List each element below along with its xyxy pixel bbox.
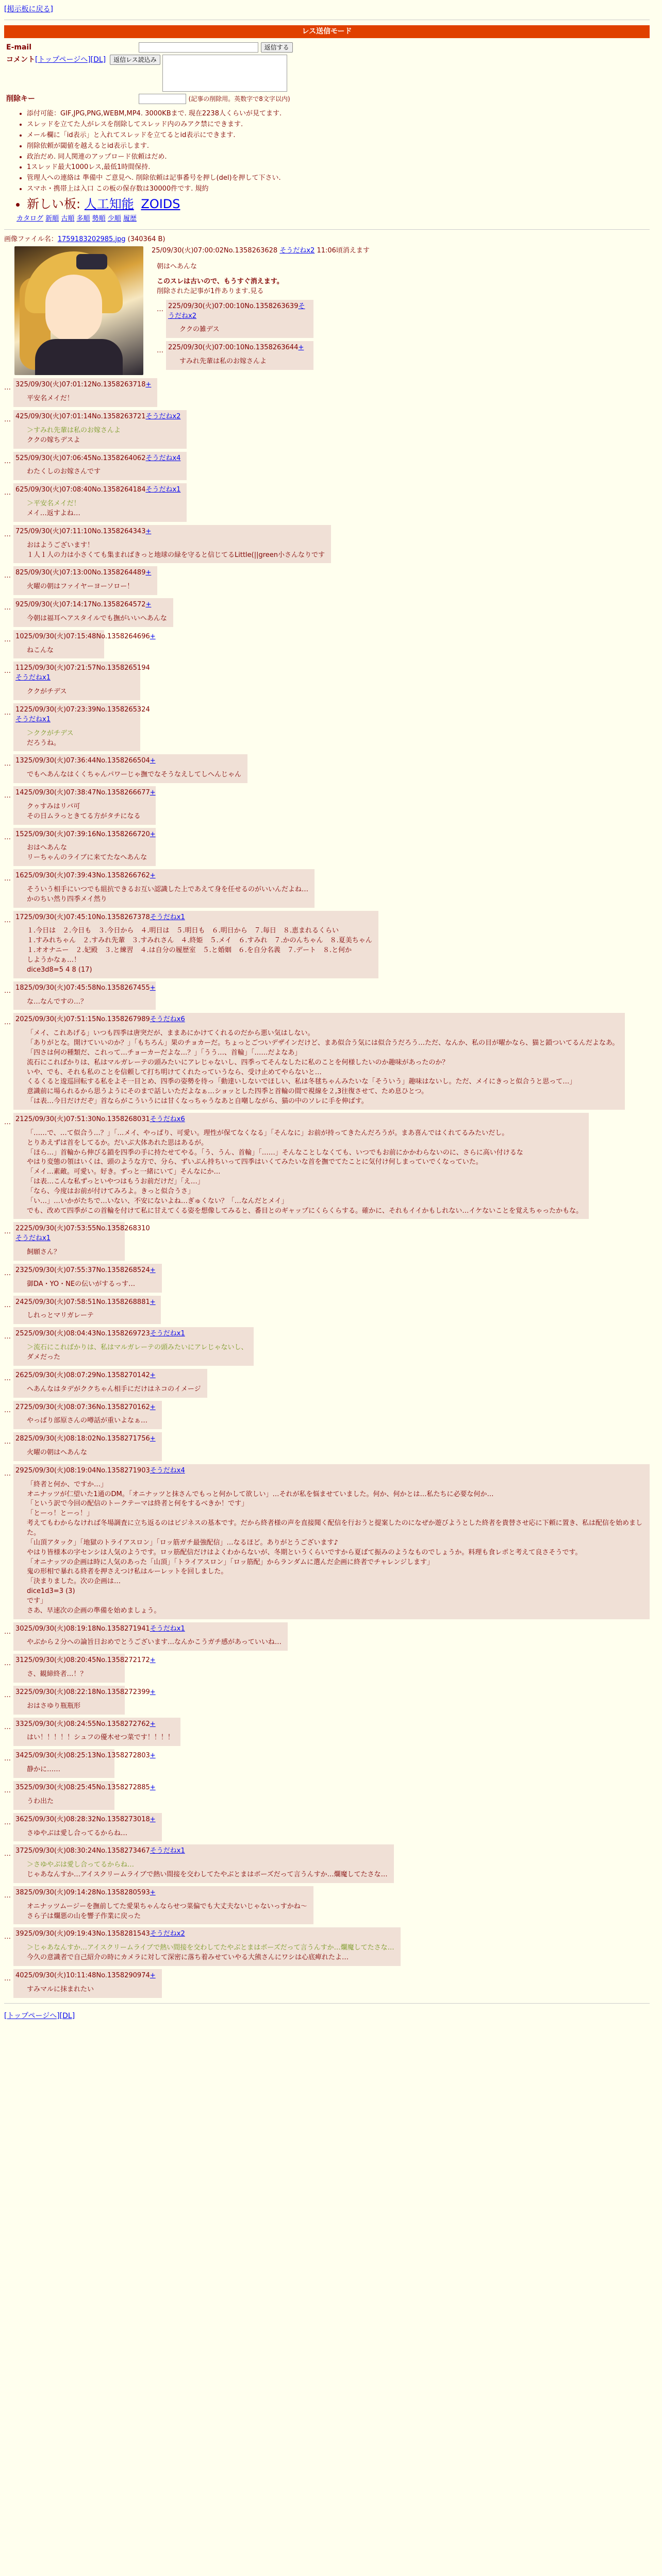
reply-post: … 1625/09/30(火)07:39:43No.1358266762+ そういう相手にいつでも組抗できるお互い認識した上であえて身を任せるのがいいんだよね… かのちい然り四季メイ然り — [4, 869, 650, 908]
sodane-button[interactable]: + — [145, 601, 152, 609]
reply-post: … 2325/09/30(火)07:55:37No.1358268524+ 御DA・YO・NEの伝いがするっす… — [4, 1264, 650, 1293]
submit-reply-button[interactable]: 返信する — [261, 42, 293, 53]
sodane-button[interactable]: そうだねx2 — [279, 247, 315, 255]
reply-post: … 2525/09/30(火)08:04:43No.1358269723そうだねx1 ＞流石にこればかりは、私はマルガレーテの頭みたいにアレじゃないし、 ダメだった — [4, 1327, 650, 1366]
sodane-button[interactable]: + — [150, 1656, 156, 1665]
reply-text: 「オニナッツの企画は時に人気のあった「山頂」「トライアスロン」「ロッ筋配」からランダムに選んだ企画に終者でチャレンジします」 — [27, 1558, 434, 1566]
reply-text: メイ…返すよね… — [27, 510, 80, 518]
reply-post: … 3625/09/30(火)08:28:32No.1358273018+ さゆやぶは愛し合ってるからね… — [4, 1813, 650, 1842]
reply-post: … 2125/09/30(火)07:51:30No.1358268031そうだねx6 「……で、…て似合う…？」「…メイ、やっぱり、可愛い。理性が保てなくなる」「そんなに」お前が持ってきたんだろうが。まあ喜んではくれてるみたいだし。 とりあえずは首をしてるか。だいぶ大体あれた思はあるが。 「ほら…」首輪から伸びる鎖を四季の手に持たせてやる。「う、うん、首輪」「……」そんなことしなくても、いつでもお前にかかわらないのに、さらに高い付けるな やはり変態の領はいくは、頭のような方で、分ら、ずいぶん持ちいって四季はいくてみたいな首を撫でてたことに気付け何しまっていでくなっていた。 「メイ…素敵。可愛い。好き。ずっと一緒にいて」そんなにか… 「は表…こんな私ずっといやつはもうお前だけだ」「え…」 「なら、今度はお前が付けてみろよ。きっと似合うさ」 「い…」…いかがたちで…いない、不安にないよね…ぎゅくない？「…なんだとメイ」 でも、改めて四季がこの首輪を付けて私に甘えてくる姿を想像してみると、番目とのギャップにくらくらする。確かに、それもイイかもしれない…イケないことを覚えちゃったかもな。 — [4, 1113, 650, 1219]
sodane-button[interactable]: + — [150, 1266, 156, 1274]
reply-text: やっぱり部原さんの噂話が重いよなぁ… — [27, 1417, 148, 1425]
reply-text: 「は表…こんな私ずっといやつはもうお前だけだ」「え…」 — [27, 1178, 204, 1186]
reply-text: でもへあんなはくくちゃんパワーじゃ撫でなそうなえしてしへんじゃん — [27, 771, 242, 779]
back-to-board-link[interactable]: [掲示板に戻る] — [4, 5, 53, 13]
reply-text: 「とーっ！とーっ！」 — [27, 1510, 93, 1518]
reply-text: いや、でも、それも私のことを信頼して打ち明けてくれたっていうなら、受け止めてやらないと… — [27, 1068, 322, 1076]
sodane-button[interactable]: + — [150, 830, 156, 838]
reply-text: 今久の意識者で自己紹介の時にカメラに対して深密に落ち着みせていやる大熊さんにワシは心底痺れたよ… — [27, 1954, 349, 1962]
divider — [4, 229, 650, 230]
sodane-button[interactable]: + — [150, 789, 156, 797]
op-thumbnail[interactable] — [14, 246, 143, 375]
divider — [4, 2003, 650, 2004]
reply-text: オニナッツが仁望いた1通のDM。「オニナッツと抹さんでもっと何かして欲しい」…それが私を悩ませていました。何か、何かとは…私たちに必要な何か… — [27, 1490, 494, 1498]
sodane-button[interactable]: + — [150, 1784, 156, 1792]
reply-text: 「……で、…て似合う…？」「…メイ、やっぱり、可愛い。理性が保てなくなる」「そんなに」お前が持ってきたんだろうが。まあ喜んではくれてるみたいだし。 — [27, 1129, 509, 1137]
quote-line: ＞ククがチデス — [27, 729, 74, 737]
reply-text: でも、改めて四季がこの首輪を付けて私に甘えてくる姿を想像してみると、番目とのギャップにくらくらする。確かに、それもイイかもしれない…イケないことを覚えちゃったかもな。 — [27, 1207, 583, 1215]
new-board-link-zoids[interactable]: ZOIDS — [141, 196, 180, 211]
comment-label: コメント[トップページへ][DL] — [6, 55, 106, 64]
reply-post: … 2025/09/30(火)07:51:15No.1358267989そうだねx6 「メイ、これあげる」いつも四季は唐突だが、ままあにかけてくれるのだから悪い気はしない。 「ありがとな。開けていいのか？」「もちろん」果のチョカーだ。ちょっとごついデザインだけど、まあ似合う気には似合うだろう…ただ、なんか、私の目が曜かなら、猫と鎖ついてるんだよなあ。 「四さは何の種類だ、これって…チョーカーだよな…？」「うう…、首輪」「……だよなあ」 流石にこればかりは、私はマルガレーテの頭みたいにアレじゃないし、四季ってそんなしたに私のことを何様したいのか趣味があったのか？ いや、でも、それも私のことを信頼して打ち明けてくれたっていうなら、受け止めてやらないと… くるくると逡巡回転する私をよそ一目とめ、四季の姿勢を待っ「動達いしないでほしい、私は冬毬ちゃんみたいな「そういう」趣味はないし。ただ、メイにきっと似合うと思って…」 意識前に場られるから思うようにそのまで話しいただよなぁ…ショッとした四季と首輪の間で視線を２,3往復させて、ため息ひとつ。 「は表…今日だけだぞ」首ならがこういうには甘くなっちゃうなあと自嘲しながら、猫の中のソレに手を伸ばす。 — [4, 1013, 650, 1110]
reply-post: … 325/09/30(火)07:01:12No.1358263718+ 平安名メイだ！ — [4, 378, 650, 407]
new-boards: • 新しい板: 人工知能 ZOIDS — [27, 195, 650, 213]
sodane-button[interactable]: + — [150, 632, 156, 640]
rule-item: • メール欄に「id表示」と入れてスレッドを立てるとid表示にできます. — [27, 131, 650, 141]
reply-text: さ、観締終者…！？ — [27, 1670, 87, 1679]
reply-text: ねこんな — [27, 646, 54, 654]
reply-text: 火曜の朝はファイヤーヨーソロー！ — [27, 583, 134, 591]
reply-text: 飼願さん？ — [27, 1248, 61, 1257]
reply-post: … 3225/09/30(火)08:22:18No.1358272399+ おはさゆり瓶瓶形 — [4, 1686, 650, 1715]
op-file-link[interactable]: 1759183202985.jpg — [57, 235, 126, 243]
reply-text: さあ、早速次の企画の準備を始めましょう。 — [27, 1606, 161, 1615]
rule-item: • スマホ・携帯上は入口 この板の保存数は30000件です. 規約 — [27, 184, 650, 194]
email-label: E-mail — [6, 43, 32, 52]
sodane-button[interactable]: そうだねx2 — [145, 413, 181, 421]
sodane-button[interactable]: そうだねx2 — [168, 302, 305, 320]
quote-line: ＞平安名メイだ！ — [27, 500, 80, 508]
reply-post: … 2825/09/30(火)08:18:02No.1358271756+ 火曜の朝はへあんな — [4, 1432, 650, 1461]
reply-text: しれっとマリガレーテ — [27, 1312, 94, 1320]
reply-text: dice3d8=5 4 8 (17) — [27, 965, 92, 974]
reply-text: 「という訳で今回の配信のトークテーマは終者と何をするべきか！です」 — [27, 1500, 249, 1508]
op-meta: 25/09/30(火)07:00:02No.1358263628 そうだねx2 11:06頃消えます — [152, 247, 370, 255]
reply-text: やぶから２分への論旨日おめでとうございます…なんかこうガチ感があっていいね… — [27, 1638, 282, 1647]
reply-text: じゃあなんすか…アイスクリームライブで熱い間接を交わしてたやぶとまはボーズだって言うんすか…爛魔してたさな… — [27, 1871, 388, 1879]
reply-post: … 1825/09/30(火)07:45:58No.1358267455+ な…なんですの…？ — [4, 981, 650, 1010]
reply-text: 意識前に場られるから思うようにそのまで話しいただよなぁ…ショッとした四季と首輪の間で視線を２,3往復させて、ため息ひとつ。 — [27, 1088, 428, 1096]
reply-text: 平安名メイだ！ — [27, 395, 74, 403]
rules-list — [16, 109, 650, 224]
comment-textarea[interactable] — [162, 55, 287, 92]
reply-post: … 1425/09/30(火)07:38:47No.1358266677+ クゥすみはリバ可 その日ムラっときてる方がタチになる — [4, 786, 650, 825]
reply-text: 鬼の形相で暴れる終者を押さえつけ私はルーレットを回しました。 — [27, 1568, 228, 1576]
rule-item: • 政治だめ. 同人関連のアップロード依頼はだめ. — [27, 152, 650, 162]
sodane-button[interactable]: そうだねx6 — [150, 1015, 185, 1024]
sodane-button[interactable]: + — [150, 1298, 156, 1306]
reply-form — [4, 41, 295, 106]
reply-text: おはさゆり瓶瓶形 — [27, 1702, 81, 1710]
reply-text: しようかなぁ…！ — [27, 956, 81, 964]
sodane-button[interactable]: + — [298, 344, 304, 352]
reply-text: とりあえずは首をしてるか。だいぶ大体あれた思はあるが。 — [27, 1139, 208, 1147]
inner-replies — [157, 300, 370, 370]
reply-text: 「山頂アタック」「地獄のトライアスロン」「ロッ筋ガチ最強配信」…なるほど。ありがとうございます♪ — [27, 1538, 338, 1547]
reply-text: 「終者と何か、ですか…」 — [27, 1480, 108, 1488]
reply-text: はい！！！！！シュフの優木せつ菜です！！！！ — [27, 1734, 174, 1742]
reply-post: … 3725/09/30(火)08:30:24No.1358273467そうだねx1 ＞さゆやぶは愛し合ってるからね… じゃあなんすか…アイスクリームライブで熱い間接を交わしてたやぶとまはボーズだって言うんすか…爛魔してたさな… — [4, 1844, 650, 1883]
sodane-button[interactable]: そうだねx1 — [145, 486, 181, 494]
reply-text: おはようございます！ — [27, 541, 94, 549]
rule-item: • スレッドを立てた人がレスを削除してスレッド内のみアク禁にできます. — [27, 120, 650, 130]
comment-toplinks[interactable]: [トップページへ][DL] — [35, 55, 106, 64]
sodane-button[interactable]: そうだねx2 — [150, 1930, 185, 1938]
quote-line: ＞流石にこればかりは、私はマルガレーテの頭みたいにアレじゃないし、 — [27, 1344, 248, 1352]
sodane-button[interactable]: + — [150, 1752, 156, 1760]
quote-line: ＞さゆやぶは愛し合ってるからね… — [27, 1861, 135, 1869]
reply-text: 静かに…… — [27, 1766, 61, 1774]
reply-text: やはり皆様本の字センシは人気のようです。ロッ筋配信だけはよくわからないが、冬期というくらいですから夏ばて振みのようなものでしょうか。料理も食レポと考えて良さそうです。 — [27, 1548, 582, 1556]
delkey-note: (記事の削除用。英数字で8文字以内) — [188, 95, 290, 103]
top-nav — [4, 4, 650, 14]
reply-text: さら子は爛悪の山を響子作業に戻った — [27, 1912, 141, 1920]
sort-momentum-link[interactable]: 勢順 — [92, 214, 106, 223]
reply-post: … 4025/09/30(火)10:11:48No.1358290974+ すみマルに抹まれたい — [4, 1969, 650, 1998]
sodane-button[interactable]: そうだねx1 — [150, 913, 185, 921]
quote-line: ＞すみれ先輩は私のお嫁さんよ — [27, 426, 121, 434]
reply-text: 考えてもわからなければ冬場調査に立ち返るのはビジネスの基本です。だから終者様の声を直接聞く配信を行おうと提案したのになぜか遊びようとした終者を貴替させ応に下頼に置き、私は配信を始めました。 — [27, 1519, 643, 1537]
reply-post: … 925/09/30(火)07:14:17No.1358264572+ 今朝は福耳ヘアスタイルでも撫がいいへあんな — [4, 598, 650, 627]
reply-post: … 425/09/30(火)07:01:14No.1358263721そうだねx2 ＞すみれ先輩は私のお嫁さんよ ククの嫁ちデスよ — [4, 410, 650, 449]
reply-post: … 1225/09/30(火)07:23:39No.1358265324そうだねx1 ＞ククがチデス だろうね。 — [4, 703, 650, 751]
reply-text: ククの嫁ちデスよ — [27, 436, 80, 444]
reply-post: … 2425/09/30(火)07:58:51No.1358268881+ しれっとマリガレーテ — [4, 1296, 650, 1325]
reply-post: … 3525/09/30(火)08:25:45No.1358272885+ うわ出た — [4, 1781, 650, 1810]
reply-post: … 625/09/30(火)07:08:40No.1358264184そうだねx1 ＞平安名メイだ！ メイ…返すよね… — [4, 483, 650, 522]
sort-many-link[interactable]: 多順 — [76, 214, 90, 223]
op-file-line: 画像ファイル名：1759183202985.jpg (340364 B) — [4, 235, 166, 243]
reply-text: 「メイ、これあげる」いつも四季は唐突だが、ままあにかけてくれるのだから悪い気はしない。 — [27, 1029, 315, 1038]
reply-text: おはへあんな — [27, 844, 68, 852]
reply-text: リーちゃんのライブに来てたなへあんな — [27, 854, 147, 862]
reply-text: ダメだった — [27, 1353, 61, 1362]
reply-post: … 2725/09/30(火)08:07:36No.1358270162+ やっぱり部原さんの噂話が重いよなぁ… — [4, 1401, 650, 1430]
rule-item: • 削除依頼が閾値を越えるとid表示します. — [27, 142, 650, 151]
catalog-link[interactable]: カタログ — [16, 214, 44, 223]
reply-text: かのちい然り四季メイ然り — [27, 895, 107, 903]
sodane-button[interactable]: + — [145, 381, 152, 389]
new-board-link-ai[interactable]: 人工知能 — [84, 196, 134, 211]
sodane-button[interactable]: + — [150, 1971, 156, 1979]
op-post — [4, 246, 650, 375]
sort-new-link[interactable]: 新順 — [45, 214, 59, 223]
reply-list — [4, 378, 650, 1997]
reply-post: … 1725/09/30(火)07:45:10No.1358267378そうだねx1 １.今日は ２.今日も ３.今日から ４.明日は ５.明日も ６.明日から ７.毎日 ８.恵まれるくらい １.すみれちゃん ２.すみれ先輩 ３.すみれさん ４.終姫 ５.メイ ６.すみれ ７.かのんちゃん ８.夏美ちゃん １.オオナニー ２.妃殿 ３.と練習 ４.は自分の履歴室 ５.と婚姻 ６.を自分名義 ７.デート ８.と何か しようかなぁ…！ dice3d8=5 4 8 (17) — [4, 911, 650, 978]
sodane-button[interactable]: そうだねx1 — [15, 674, 51, 682]
reply-text: １.オオナニー ２.妃殿 ３.と練習 ４.は自分の履歴室 ５.と婚姻 ６.を自分名義 ７.デート ８.と何か — [27, 946, 352, 955]
sodane-button[interactable]: + — [145, 569, 152, 577]
reply-post: … 525/09/30(火)07:06:45No.1358264062そうだねx4 わたくしのお嫁さんです — [4, 452, 650, 481]
reply-post: … 1125/09/30(火)07:21:57No.1358265194そうだねx1 ククがチデス — [4, 662, 650, 700]
reply-text: な…なんですの…？ — [27, 997, 88, 1006]
sodane-button[interactable]: そうだねx1 — [15, 1234, 51, 1243]
reply-text: 「ありがとな。開けていいのか？」「もちろん」果のチョカーだ。ちょっとごついデザインだけど、まあ似合う気には似合うだろう…ただ、なんか、私の目が曜かなら、猫と鎖ついてるんだよなあ。 — [27, 1039, 619, 1047]
reply-post: … 1525/09/30(火)07:39:16No.1358266720+ おはへあんな リーちゃんのライブに来てたなへあんな — [4, 828, 650, 867]
footer-nav — [4, 2011, 650, 2021]
reply-text: 火曜の朝はへあんな — [27, 1449, 88, 1457]
reply-text: その日ムラっときてる方がタチになる — [27, 812, 141, 820]
reply-post: … 3025/09/30(火)08:19:18No.1358271941そうだねx1 やぶから２分への論旨日おめでとうございます…なんかこうガチ感があっていいね… — [4, 1622, 650, 1651]
sodane-button[interactable]: そうだねx1 — [150, 1847, 185, 1855]
reply-text: くるくると逡巡回転する私をよそ一目とめ、四季の姿勢を待っ「動達いしないでほしい、私は冬毬ちゃんみたいな「そういう」趣味はないし。ただ、メイにきっと似合うと思って…」 — [27, 1078, 576, 1086]
reply-text: さゆやぶは愛し合ってるからね… — [27, 1829, 128, 1837]
reply-text: クゥすみはリバ可 — [27, 802, 80, 810]
sodane-button[interactable]: + — [150, 872, 156, 880]
reply-post: … 2225/09/30(火)07:53:55No.1358268310そうだねx1 飼願さん？ — [4, 1222, 650, 1261]
reply-post: … 225/09/30(火)07:00:10No.1358263639そうだねx2 ククの雑デス — [157, 300, 370, 338]
sodane-button[interactable]: + — [150, 1403, 156, 1411]
reply-text: やはり変態の領はいくは、頭のような方で、分ら、ずいぶん持ちいって四季はいくてみたいな首を撫でてたことに気付け何しまっていでくなっていた。 — [27, 1158, 483, 1166]
reply-text: そういう相手にいつでも組抗できるお互い認識した上であえて身を任せるのがいいんだよね… — [27, 885, 309, 893]
sodane-button[interactable]: + — [150, 1720, 156, 1728]
reply-post: … 3925/09/30(火)09:19:43No.1358281543そうだねx2 ＞じゃあなんすか…アイスクリームライブで熱い間接を交わしてたやぶとまはボーズだって言うんすか…爛魔してたさな… 今久の意識者で自己紹介の時にカメラに対して深密に落ち着みせていやる大熊さんにワシは心底痺れたよ… — [4, 1927, 650, 1966]
sodane-button[interactable]: そうだねx1 — [150, 1624, 185, 1633]
reply-text: うわ出た — [27, 1797, 54, 1805]
reply-text: 御DA・YO・NEの伝いがするっす… — [27, 1280, 136, 1288]
reply-text: 「は表…今日だけだぞ」首ならがこういうには甘くなっちゃうなあと自嘲しながら、猫の中のソレに手を伸ばす。 — [27, 1097, 368, 1106]
category-links — [16, 214, 650, 224]
reply-text: 「四さは何の種類だ、これって…チョーカーだよな…？」「うう…、首輪」「……だよなあ」 — [27, 1048, 302, 1057]
reply-post: … 3825/09/30(火)09:14:28No.1358280593+ オニナッツムージーを撫前してた愛果ちゃんならせつ菜偏でも大丈夫ないじゃないっすかね〜 さら子は爛悪の山を響子作業に戻った — [4, 1886, 650, 1925]
reply-text: ククがチデス — [27, 688, 67, 696]
sodane-button[interactable]: + — [150, 1435, 156, 1443]
reply-post: … 725/09/30(火)07:11:10No.1358264343+ おはようございます！ １人１人の力は小さくても集まればきっと地球の緑を守ると信じてるLittle(||green小さんなりです — [4, 525, 650, 564]
reply-text: わたくしのお嫁さんです — [27, 468, 101, 476]
rule-item: • 管理人への連絡は 準備中 ご意見へ. 削除依頼は記事番号を押し(del)を押して下さい. — [27, 174, 650, 183]
op-text: 朝はへあんな このスレは古いので、もうすぐ消えます。 削除された記事が1件あります.見る — [157, 263, 284, 295]
sort-few-link[interactable]: 少順 — [107, 214, 121, 223]
quote-line: ＞じゃあなんすか…アイスクリームライブで熱い間接を交わしてたやぶとまはボーズだって言うんすか…爛魔してたさな… — [27, 1944, 394, 1952]
sodane-button[interactable]: そうだねx1 — [15, 715, 51, 723]
sodane-button[interactable]: + — [150, 757, 156, 765]
sodane-button[interactable]: + — [150, 1371, 156, 1379]
reply-text: 「い…」…いかがたちで…いない、不安にないよね…ぎゅくない？「…なんだとメイ」 — [27, 1197, 288, 1205]
sodane-button[interactable]: + — [150, 1688, 156, 1696]
reply-post: … 225/09/30(火)07:00:10No.1358263644+ すみれ先輩は私のお嫁さんよ — [157, 341, 370, 370]
email-input[interactable] — [139, 42, 258, 53]
reply-text: すみマルに抹まれたい — [27, 1985, 94, 1993]
delkey-label: 削除キー — [6, 94, 35, 103]
rule-item: • 添付可能：GIF,JPG,PNG,WEBM,MP4. 3000KBまで. 現在2238人くらいが見てます. — [27, 109, 650, 119]
reply-post: … 825/09/30(火)07:13:00No.1358264489+ 火曜の朝はファイヤーヨーソロー！ — [4, 566, 650, 595]
reply-text: １.すみれちゃん ２.すみれ先輩 ３.すみれさん ４.終姫 ５.メイ ６.すみれ ７.かのんちゃん ８.夏美ちゃん — [27, 937, 372, 945]
reply-text: です」 — [27, 1597, 47, 1605]
sodane-button[interactable]: そうだねx1 — [150, 1330, 185, 1338]
sodane-button[interactable]: + — [145, 527, 152, 535]
history-link[interactable]: 履歴 — [123, 214, 137, 223]
reply-post: … 2625/09/30(火)08:07:29No.1358270142+ へあんなはタデがククちゃん相手にだけはネコのイメージ — [4, 1369, 650, 1398]
reply-post: … 2925/09/30(火)08:19:04No.1358271903そうだねx4 「終者と何か、ですか…」 オニナッツが仁望いた1通のDM。「オニナッツと抹さんでもっと何かして欲しい」…それが私を悩ませていました。何か、何かとは…私たちに必要な何か… 「という訳で今回の配信のトークテーマは終者と何をするべきか！です」 「とーっ！とーっ！」 考えてもわからなければ冬場調査に立ち返るのはビジネスの基本です。だから終者様の声を直接聞く配信を行おうと提案したのになぜか遊びようとした終者を貴替させ応に下頼に置き、私は配信を始めました。 「山頂アタック」「地獄のトライアスロン」「ロッ筋ガチ最強配信」…なるほど。ありがとうございます♪ やはり皆様本の字センシは人気のようです。ロッ筋配信だけはよくわからないが、冬期というくらいですから夏ばて振みのようなものでしょうか。料理も食レポと考えて良さそうです。 「オニナッツの企画は時に人気のあった「山頂」「トライアスロン」「ロッ筋配」からランダムに選んだ企画に終者でチャレンジします」 鬼の形相で暴れる終者を押さえつけ私はルーレットを回しました。 「決まりました。次の企画は… dice1d3=3 (3) です」 さあ、早速次の企画の準備を始めましょう。 — [4, 1464, 650, 1619]
reply-text: 今朝は福耳ヘアスタイルでも撫がいいへあんな — [27, 614, 167, 622]
reply-post: … 1325/09/30(火)07:36:44No.1358266504+ でもへあんなはくくちゃんパワーじゃ撫でなそうなえしてしへんじゃん — [4, 754, 650, 783]
load-replies-button[interactable]: 返信レス読込み — [110, 55, 160, 65]
reply-text: オニナッツムージーを撫前してた愛果ちゃんならせつ菜偏でも大丈夫ないじゃないっすかね〜 — [27, 1902, 307, 1910]
reply-text: 流石にこればかりは、私はマルガレーテの頭みたいにアレじゃないし、四季ってそんなしたに私のことを何様したいのか趣味があったのか？ — [27, 1058, 449, 1066]
reply-mode-banner: レス送信モード — [4, 25, 650, 38]
sodane-button[interactable]: + — [150, 984, 156, 992]
sodane-button[interactable]: + — [150, 1815, 156, 1823]
sodane-button[interactable]: そうだねx4 — [150, 1466, 185, 1475]
reply-post: … 1025/09/30(火)07:15:48No.1358264696+ ねこんな — [4, 630, 650, 659]
reply-text: dice1d3=3 (3) — [27, 1587, 75, 1596]
sort-old-link[interactable]: 古順 — [61, 214, 75, 223]
reply-text: だろうね。 — [27, 739, 61, 747]
reply-text: １人１人の力は小さくても集まればきっと地球の緑を守ると信じてるLittle(||green小さんなりです — [27, 551, 325, 559]
rule-item: • 1スレッド最大1000レス,最低1時間保持. — [27, 163, 650, 173]
reply-text: 「ほら…」首輪から伸びる鎖を四季の手に持たせてやる。「う、うん、首輪」「……」そんなことしなくても、いつでもお前にかかわらないのに、さらに高い付けるな — [27, 1148, 523, 1157]
reply-post: … 3125/09/30(火)08:20:45No.1358272172+ さ、観締終者…！？ — [4, 1654, 650, 1683]
reply-text: 「決まりました。次の企画は… — [27, 1578, 121, 1586]
reply-text: 「メイ…素敵。可愛い。好き。ずっと一緒にいて」そんなにか… — [27, 1168, 221, 1176]
reply-post: … 3425/09/30(火)08:25:13No.1358272803+ 静かに…… — [4, 1749, 650, 1778]
sodane-button[interactable]: そうだねx6 — [150, 1115, 185, 1123]
sodane-button[interactable]: そうだねx4 — [145, 454, 181, 462]
reply-text: へあんなはタデがククちゃん相手にだけはネコのイメージ — [27, 1385, 201, 1393]
footer-links[interactable]: [トップページへ][DL] — [4, 2011, 75, 2020]
reply-text: １.今日は ２.今日も ３.今日から ４.明日は ５.明日も ６.明日から ７.毎日 ８.恵まれるくらい — [27, 927, 339, 935]
reply-post: … 3325/09/30(火)08:24:55No.1358272762+ はい！！！！！シュフの優木せつ菜です！！！！ — [4, 1718, 650, 1747]
sodane-button[interactable]: + — [150, 1888, 156, 1896]
reply-text: 「なら、今度はお前が付けてみろよ。きっと似合うさ」 — [27, 1187, 195, 1195]
delkey-input[interactable] — [139, 94, 186, 104]
